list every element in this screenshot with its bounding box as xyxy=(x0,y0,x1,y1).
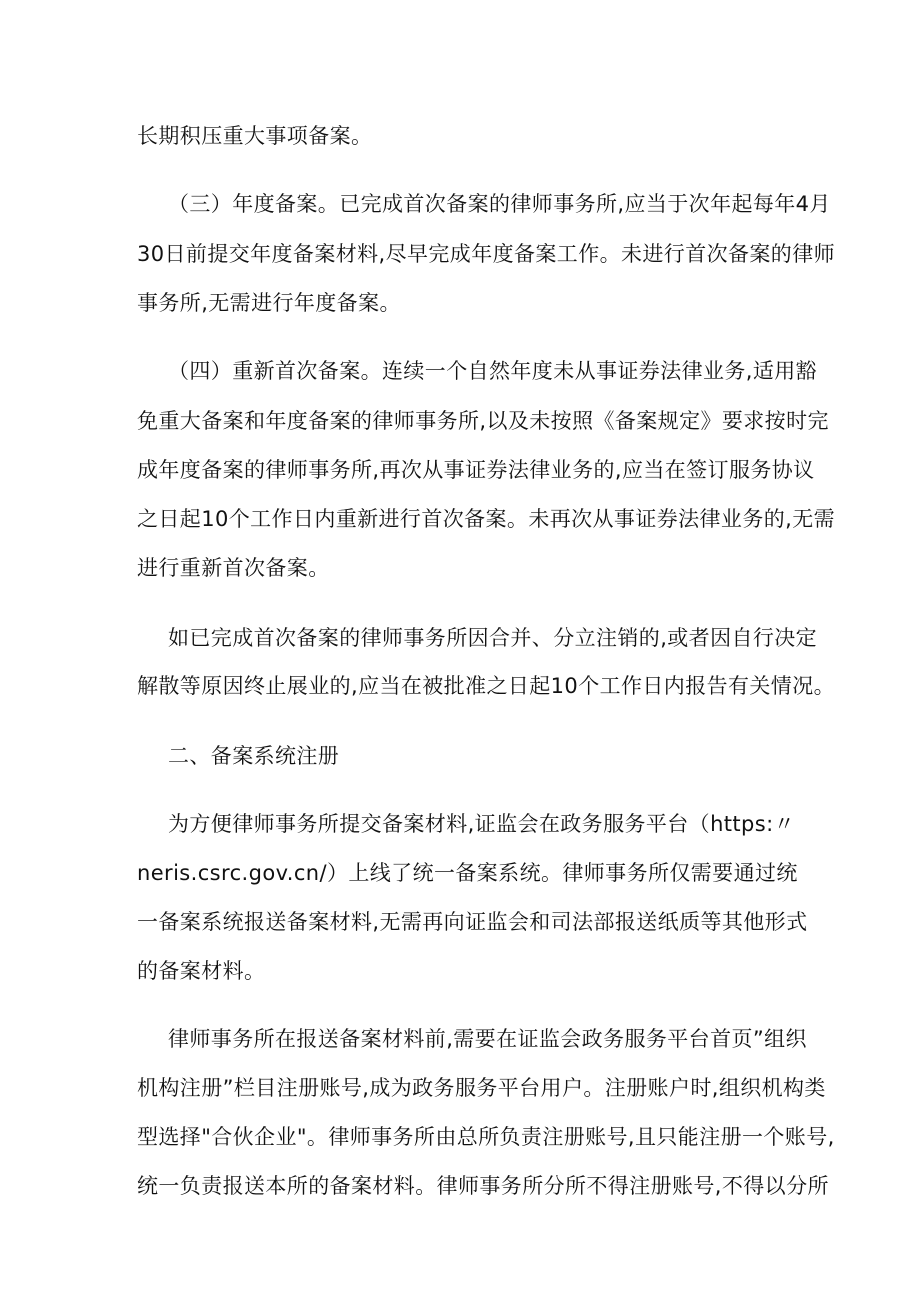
text-line: （三）年度备案。已完成首次备案的律师事务所,应当于次年起每年4月 xyxy=(168,192,831,216)
text-line: 的备案材料。 xyxy=(137,959,266,983)
text-line: 统一负责报送本所的备案材料。律师事务所分所不得注册账号,不得以分所 xyxy=(137,1174,829,1198)
text-line: 免重大备案和年度备案的律师事务所,以及未按照《备案规定》要求按时完 xyxy=(137,409,829,433)
text-line: 机构注册”栏目注册账号,成为政务服务平台用户。注册账户时,组织机构类 xyxy=(137,1076,826,1100)
section-heading: 二、备案系统注册 xyxy=(168,744,340,768)
text-line: 进行重新首次备案。 xyxy=(137,556,330,580)
text-line: 之日起10个工作日内重新进行首次备案。未再次从事证券法律业务的,无需 xyxy=(137,507,835,531)
text-line: 律师事务所在报送备案材料前,需要在证监会政务服务平台首页”组织 xyxy=(168,1027,807,1051)
text-line: 型选择"合伙企业"。律师事务所由总所负责注册账号,且只能注册一个账号, xyxy=(137,1125,835,1149)
text-line: 为方便律师事务所提交备案材料,证监会在政务服务平台（https:〃 xyxy=(168,812,795,836)
text-line: 解散等原因终止展业的,应当在被批准之日起10个工作日内报告有关情况。 xyxy=(137,674,835,698)
text-line: neris.csrc.gov.cn/）上线了统一备案系统。律师事务所仅需要通过统 xyxy=(137,861,798,885)
text-line: 事务所,无需进行年度备案。 xyxy=(137,291,401,315)
text-line: 如已完成首次备案的律师事务所因合并、分立注销的,或者因自行决定 xyxy=(168,626,818,650)
text-line: （四）重新首次备案。连续一个自然年度未从事证券法律业务,适用豁 xyxy=(168,359,818,383)
text-line: 成年度备案的律师事务所,再次从事证券法律业务的,应当在签订服务协议 xyxy=(137,458,815,482)
text-line: 一备案系统报送备案材料,无需再向证监会和司法部报送纸质等其他形式 xyxy=(137,910,808,934)
text-line: 长期积压重大事项备案。 xyxy=(137,124,373,148)
text-line: 30日前提交年度备案材料,尽早完成年度备案工作。未进行首次备案的律师 xyxy=(137,242,835,266)
